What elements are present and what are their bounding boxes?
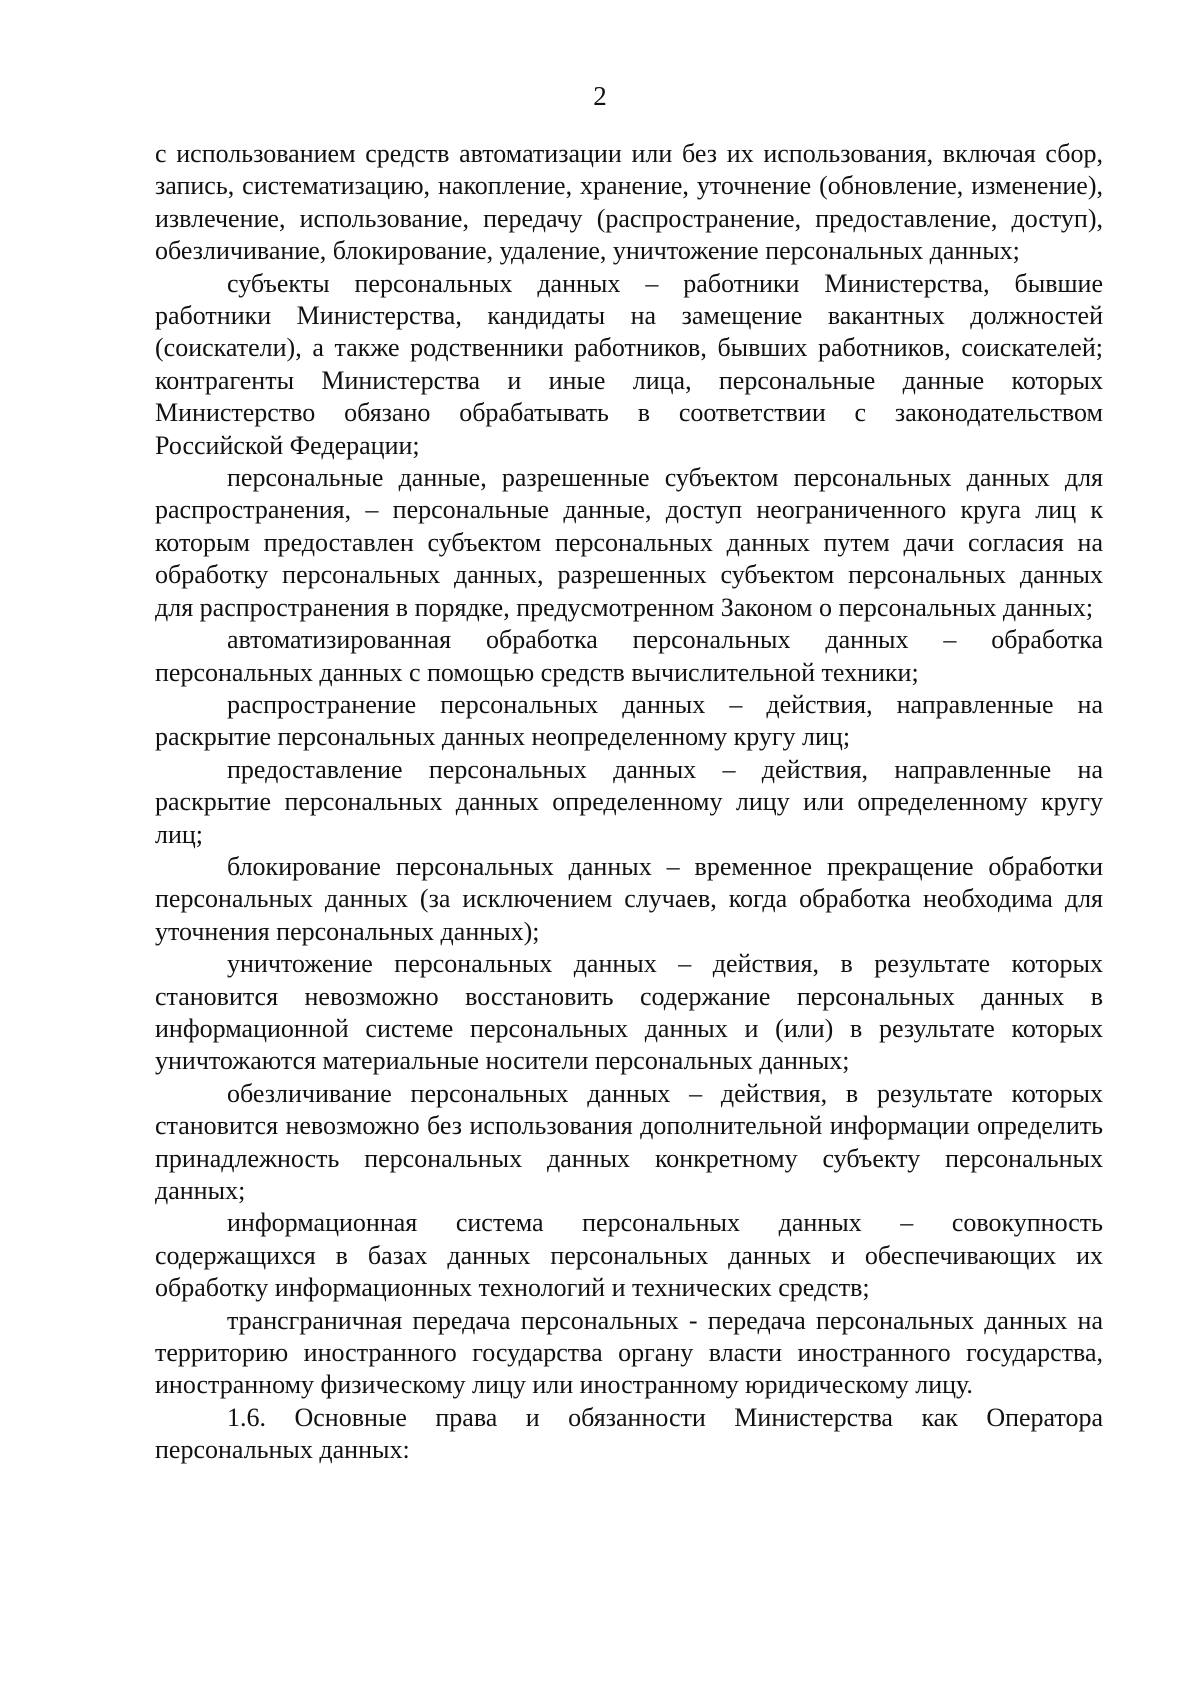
paragraph-cross-border-transfer: трансграничная передача персональных - передача персональных данных на территорию иностранного государства органу власти иностранного государства, иностранному физическому лицу или иностранному юридическому лицу. xyxy=(155,1305,1103,1400)
paragraph-processing-continuation: с использованием средств автоматизации или без их использования, включая сбор, запись, систематизацию, накопление, хранение, уточнение (обновление, изменение), извлечение, использование, передачу (распространение, предоставление, доступ), обезличивание, блокирование, удаление, уничтожение персональных данных; xyxy=(155,139,1103,266)
paragraph-depersonalization: обезличивание персональных данных – действия, в результате которых становится невозможно без использования дополнительной информации определить принадлежность персональных данных конкретному субъекту персональных данных; xyxy=(155,1078,1103,1205)
paragraph-data-for-distribution: персональные данные, разрешенные субъектом персональных данных для распространения, – персональные данные, доступ неограниченного круга лиц к которым предоставлен субъектом персональных данных путем дачи согласия на обработку персональных данных, разрешенных субъектом персональных данных для распространения в порядке, предусмотренном Законом о персональных данных; xyxy=(155,463,1103,622)
document-body xyxy=(155,138,1103,1467)
paragraph-data-subjects: субъекты персональных данных – работники Министерства, бывшие работники Министерства, кандидаты на замещение вакантных должностей (соискатели), а также родственники работников, бывших работников, соискателей; контрагенты Министерства и иные лица, персональные данные которых Министерство обязано обрабатывать в соответствии с законодательством Российской Федерации; xyxy=(155,268,1103,460)
paragraph-destruction: уничтожение персональных данных – действия, в результате которых становится невозможно восстановить содержание персональных данных в информационной системе персональных данных и (или) в результате которых уничтожаются материальные носители персональных данных; xyxy=(155,949,1103,1076)
paragraph-distribution: распространение персональных данных – действия, направленные на раскрытие персональных данных неопределенному кругу лиц; xyxy=(155,689,1103,752)
paragraph-automated-processing: автоматизированная обработка персональных данных – обработка персональных данных с помощью средств вычислительной техники; xyxy=(155,625,1103,687)
paragraph-provision: предоставление персональных данных – действия, направленные на раскрытие персональных данных определенному лицу или определенному кругу лиц; xyxy=(155,754,1103,849)
paragraph-blocking: блокирование персональных данных – временное прекращение обработки персональных данных (за исключением случаев, когда обработка необходима для уточнения персональных данных); xyxy=(155,851,1103,946)
paragraph-section-1-6: 1.6. Основные права и обязанности Министерства как Оператора персональных данных: xyxy=(155,1402,1103,1465)
page-number: 2 xyxy=(593,81,607,111)
paragraph-information-system: информационная система персональных данных – совокупность содержащихся в базах данных персональных данных и обеспечивающих их обработку информационных технологий и технических средств; xyxy=(155,1208,1103,1303)
